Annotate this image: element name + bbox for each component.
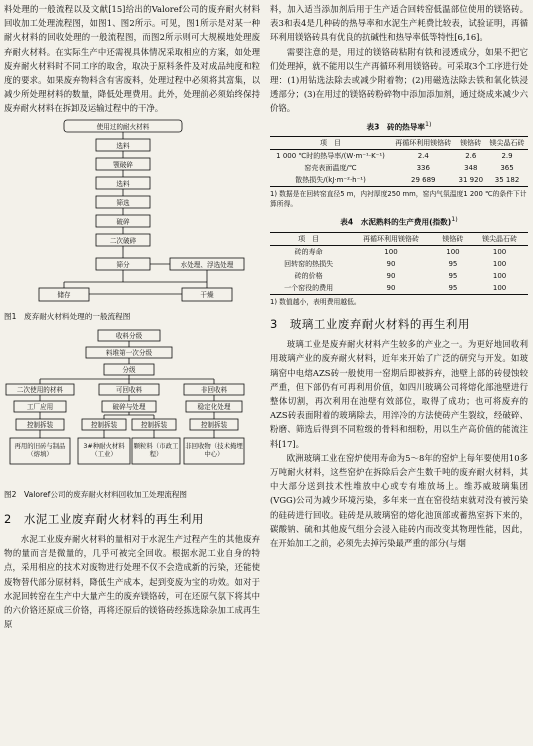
left-paragraph-2: 水泥工业废弃耐火材料的量相对于水泥生产过程产生的其他废弃物的量而言是微量的，几乎可被完全回收。根据水泥工业自身的特点，采用相应的技术对废物进行处理不仅不会造成新的污染，还能使废物替代部分原材料，降低生产成本，起到变废为宝的功效。如对于水泥回转窑在生产中大量产生的废弃镁铬砖，可在还原气氛下将其中的六价铬还原成三价铬，再将还原后的镁铬砖经拣选除杂加工成再生原 — [4, 534, 260, 630]
table-cell: 31 920 — [458, 176, 484, 185]
table-cell: 2.9 — [486, 150, 528, 163]
table-cell: 2.4 — [391, 150, 455, 163]
table-cell: 100 — [435, 246, 471, 259]
fig2-node-stabilize: 稳定化处理 — [197, 402, 231, 411]
fig2-node-control-3: 控制拆装 — [140, 420, 168, 429]
table-cell: 窑壳表面温度/℃ — [304, 164, 357, 173]
right-paragraph-1: 料，加入适当添加剂后用于生产适合回转窑低温部位使用的镁铬砖。表3和表4是几种砖的热导率和水泥生产耗费比较表，试验证明，再循环利用镁铬砖具有优良的抗碱性和热导率低等特性[6,16]。 — [270, 4, 528, 43]
fig1-node-dry: 干燥 — [200, 290, 214, 299]
fig1-node-select-2: 选料 — [116, 179, 130, 188]
table-cell: 100 — [347, 246, 434, 259]
fig1-node-crush: 破碎 — [116, 217, 130, 226]
t4-header-magchrome: 镁铬砖 — [442, 235, 464, 244]
table-cell: 336 — [416, 164, 430, 173]
fig2-node-non-recyclable: 非回收料 — [200, 385, 228, 394]
figure-1 — [4, 116, 260, 324]
fig1-node-screen: 筛选 — [116, 198, 130, 207]
table-cell: 90 — [386, 272, 396, 281]
table-cell: 348 — [464, 164, 478, 173]
fig1-node-water-flotation: 水处理、浮选处理 — [180, 260, 234, 269]
fig2-node-crush-process: 破碎与处理 — [112, 402, 146, 411]
fig2-node-first-grading: 料堆第一次分级 — [105, 348, 153, 357]
table-4 — [270, 232, 528, 295]
table-cell: 29 689 — [411, 176, 436, 185]
fig2-node-factory-use: 工厂应用 — [26, 402, 54, 411]
fig2-node-landfill: 非回收物（技术掩埋中心） — [185, 441, 243, 458]
fig1-node-jaw-crush: 颚破碎 — [113, 160, 133, 169]
table-cell: 100 — [492, 272, 507, 281]
t3-header-recycled: 再循环利用镁铬砖 — [395, 139, 452, 148]
table-3 — [270, 136, 528, 187]
fig2-node-grading: 分级 — [122, 365, 136, 374]
fig2-node-granules: 颗粒料（市政工程） — [133, 441, 179, 458]
fig2-node-control-2: 控制拆装 — [90, 420, 118, 429]
fig1-node-sieve: 筛分 — [116, 260, 130, 269]
table-cell: 95 — [448, 260, 458, 269]
section-3-title: 3 玻璃工业废弃耐火材料的再生利用 — [270, 317, 470, 332]
t3-header-item: 项 目 — [320, 139, 342, 148]
fig2-node-type3-refractory: 3#种耐火材料（工业） — [83, 441, 125, 458]
table-3-title: 表3 砖的热导率$^{1)}$ — [366, 120, 432, 132]
table-cell: 95 — [448, 272, 458, 281]
table-cell: 365 — [500, 164, 514, 173]
table-cell: 35 182 — [494, 176, 520, 185]
fig2-node-recyclable: 可回收料 — [115, 385, 143, 394]
figure-1-flowchart — [4, 116, 260, 308]
right-paragraph-4: 欧洲玻璃工业在窑炉使用寿命为5～8年的窑炉上每年要使用10多万吨耐火材料，这些窑炉在拆除后会产生数千吨的废弃耐火材料，其中大部分送到技术性堆放中心或专有堆放场上。维苏威玻璃集团(VGG)公司为减少环境污染，多年来一直在窑役结束就对没有被污染的硅砖进行回收。硅砖是从玻璃窑的熔化池顶部或蓄热室拆下来的，碳酸钠、硫和其他废气组分会浸入硅砖内而改变其物理性能，因此，在开始加工之前，必须先去掉污染最严重的部分(与烟 — [270, 452, 528, 548]
table-cell: 回转窑的热损失 — [284, 260, 334, 269]
fig2-node-reused-bricks: 再用的旧砖与制品（熔填） — [14, 441, 66, 458]
figure-2-caption: 图2 Valoref公司的废弃耐火材料回收加工处理流程图 — [4, 489, 188, 499]
fig2-node-control-4: 控制拆装 — [200, 420, 228, 429]
t4-header-recycled: 再循环利用镁铬砖 — [362, 235, 419, 244]
section-2-title: 2 水泥工业废弃耐火材料的再生利用 — [4, 512, 204, 527]
t4-header-item: 项 目 — [298, 235, 320, 244]
fig1-node-second-crush: 二次破碎 — [109, 236, 137, 245]
left-paragraph-1: 料处理的一般流程以及文献[15]给出的Valoref公司的废弃耐火材料回收加工处理流程图，如图1、图2所示。可见，图1所示是对某一种耐火材料的回收处理的一般流程图，而图2所示则可大规模地处理废弃耐火材料。在实际生产中还需视具体情况采取相应的方案，如处理废弃耐火材料时不同工序的取舍，取决于原料条件及对成品纯度和粒度的要求。如果废弃物料含有害废料，处理过程中必须将其富集，以减少所处理材料的数量，降低处理费用。此外，处理前必须始终保持废弃耐火材料在拆卸及运输过程中的干净。 — [4, 4, 260, 114]
fig1-node-used-refractory: 使用过的耐火材料 — [96, 122, 150, 131]
figure-2 — [4, 328, 260, 502]
table-cell: 95 — [448, 284, 458, 293]
fig1-node-select-1: 选料 — [116, 141, 130, 150]
table-4-title: 表4 水泥熟料的生产费用(指数)$^{1)}$ — [340, 216, 458, 227]
t3-header-magchrome: 镁铬砖 — [460, 139, 482, 148]
fig1-node-storage: 储存 — [57, 290, 71, 299]
table-cell: 砖的价格 — [294, 272, 323, 281]
table-4-note: 1) 数值越小，表明费用越低。 — [270, 298, 361, 307]
table-cell: 90 — [386, 260, 396, 269]
table-cell: 砖的寿命 — [270, 246, 347, 259]
table-cell: 1 000 ℃时的热导率/(W·m⁻¹·K⁻¹) — [270, 150, 391, 163]
t4-header-spinel: 镁尖晶石砖 — [482, 235, 518, 244]
right-paragraph-2: 需要注意的是，用过的镁铬砖粘附有铁和浸透成分，如果不把它们处理掉，就不能用以生产再循环利用镁铬砖。可采取3个工序进行处理：(1)用钻选法除去或减少附着物；(2)用磁选法除去铁和氧化铁浸透部分；(3)在用过的镁铬砖粉碎物中添加添加剂，通过烧成来减少六价铬。 — [270, 46, 528, 114]
figure-1-caption: 图1 废弃耐火材料处理的一般流程图 — [4, 311, 131, 321]
fig2-node-reuse-material: 二次使用的材料 — [16, 385, 64, 394]
right-column — [270, 2, 528, 550]
table-3-note: 1) 数据是在回转窑直径5 m，内衬厚度250 mm，窑内气氛温度1 200 ℃的条件下计算所得。 — [270, 190, 527, 209]
t3-header-spinel: 镁尖晶石砖 — [489, 139, 525, 148]
table-cell: 100 — [471, 246, 528, 259]
table-cell: 100 — [492, 284, 507, 293]
table-cell: 2.6 — [455, 150, 486, 163]
right-paragraph-3: 玻璃工业是废弃耐火材料产生较多的产业之一。为更好地回收利用玻璃产业的废弃耐火材料，近年来开始了广泛的研究与开发。如玻璃窑中电熔AZS砖一般使用一窑期后即被拆弃，池壁上部的砖侵蚀较严重，但下部仍有可再利用价值，如四川玻璃公司将熔化部池壁进行整体切割，再次利用在池壁有效部位，取得了成功；也可将废弃的AZS砖表面附着的玻璃除去，用淬冷的方法使砖产生裂纹，经破碎、粉磨、筛选后得到不同粒级的骨料和细粉，用以生产高价值的能流注料[17]。 — [270, 339, 528, 449]
left-column — [4, 2, 260, 631]
table-cell: 一个窑役的费用 — [284, 284, 334, 293]
table-cell: 散热损失/(kJ·m⁻²·h⁻¹) — [295, 176, 366, 185]
figure-2-flowchart — [4, 328, 260, 486]
table-cell: 100 — [492, 260, 507, 269]
fig2-node-control-1: 控制拆装 — [26, 420, 54, 429]
fig2-node-receive-grade: 收料分级 — [115, 331, 143, 340]
table-cell: 90 — [386, 284, 396, 293]
